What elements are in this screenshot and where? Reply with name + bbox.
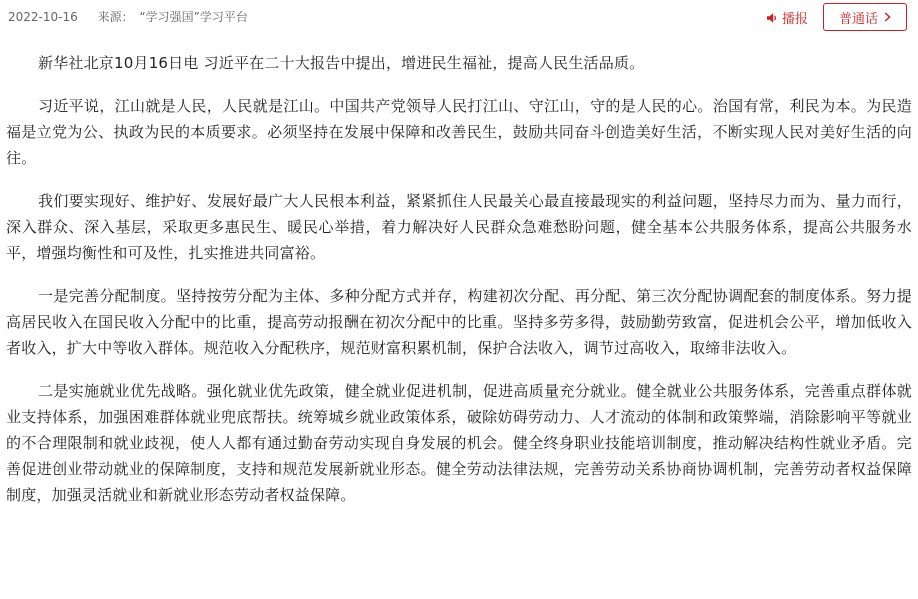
speaker-icon xyxy=(766,12,778,24)
article-paragraph: 一是完善分配制度。坚持按劳分配为主体、多种分配方式并存，构建初次分配、再分配、第三次分配协调配套的制度体系。努力提高居民收入在国民收入分配中的比重，提高劳动报酬在初次分配中的比重。坚持多劳多得，鼓励勤劳致富，促进机会公平，增加低收入者收入，扩大中等收入群体。规范收入分配秩序，规范财富积累机制，保护合法收入，调节过高收入，取缔非法收入。 xyxy=(6,287,912,357)
article-meta xyxy=(8,8,248,25)
article-paragraph: 二是实施就业优先战略。强化就业优先政策，健全就业促进机制，促进高质量充分就业。健全就业公共服务体系，完善重点群体就业支持体系，加强困难群体就业兜底帮扶。统筹城乡就业政策体系，破除妨碍劳动力、人才流动的体制和政策弊端，消除影响平等就业的不合理限制和就业歧视，使人人都有通过勤奋劳动实现自身发展的机会。健全终身职业技能培训制度，推动解决结构性就业矛盾。完善促进创业带动就业的保障制度，支持和规范发展新就业形态。健全劳动法律法规，完善劳动关系协商协调机制，完善劳动者权益保障制度，加强灵活就业和新就业形态劳动者权益保障。 xyxy=(6,382,912,504)
broadcast-label: 播报 xyxy=(782,12,809,27)
article-paragraph: 习近平说，江山就是人民，人民就是江山。中国共产党领导人民打江山、守江山，守的是人民的心。治国有常，利民为本。为民造福是立党为公、执政为民的本质要求。必须坚持在发展中保障和改善民生，鼓励共同奋斗创造美好生活，不断实现人民对美好生活的向往。 xyxy=(6,97,912,167)
source-label: 来源： xyxy=(97,10,134,24)
language-select-button[interactable] xyxy=(823,3,907,31)
language-label: 普通话 xyxy=(838,11,878,27)
article-body xyxy=(6,50,912,525)
broadcast-button[interactable] xyxy=(766,8,808,27)
article-paragraph: 我们要实现好、维护好、发展好最广大人民根本利益，紧紧抓住人民最关心最直接最现实的利益问题，坚持尽力而为、量力而行，深入群众、深入基层，采取更多惠民生、暖民心举措，着力解决好人民群众急难愁盼问题，健全基本公共服务体系，提高公共服务水平，增强均衡性和可及性，扎实推进共同富裕。 xyxy=(6,192,912,262)
source-name: “学习强国”学习平台 xyxy=(139,10,248,24)
publish-date: 2022-10-16 xyxy=(8,10,78,24)
article-paragraph: 新华社北京10月16日电 习近平在二十大报告中提出，增进民生福祉，提高人民生活品质。 xyxy=(38,54,645,72)
chevron-right-icon xyxy=(884,12,891,22)
article-header-bar xyxy=(0,0,918,36)
